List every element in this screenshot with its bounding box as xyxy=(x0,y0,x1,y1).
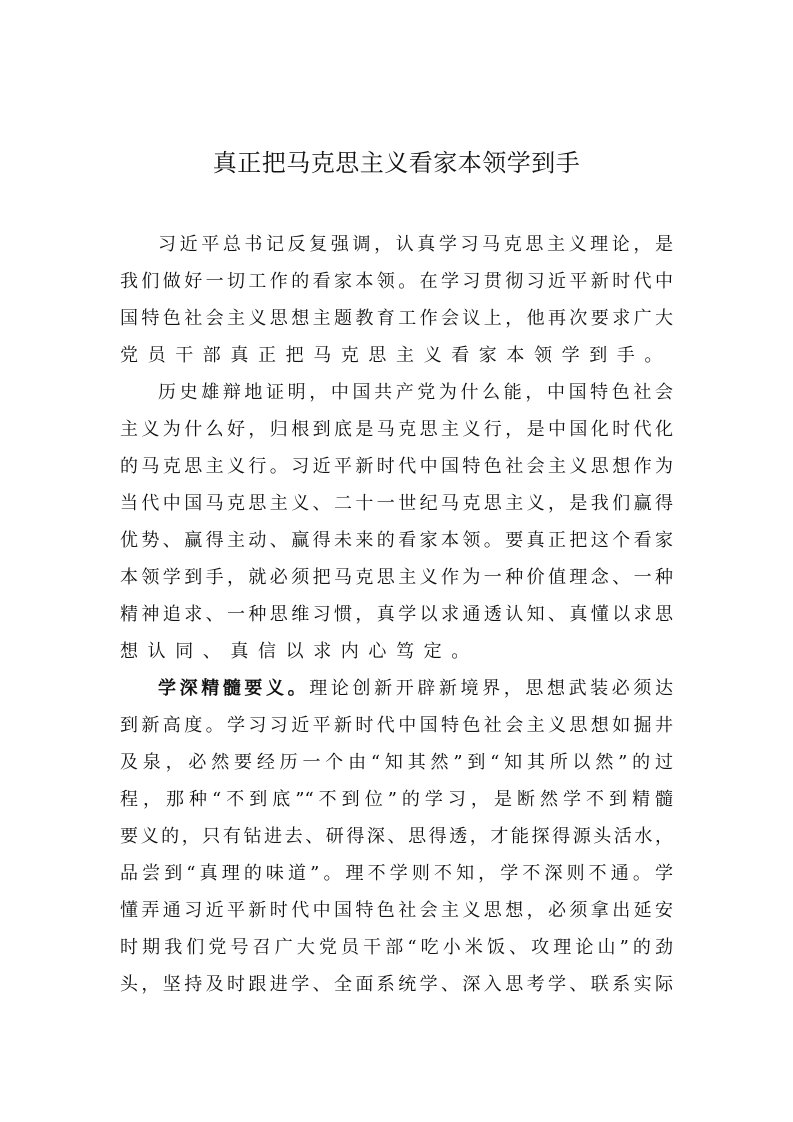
line-text: 的马克思主义行。习近平新时代中国特色社会主义思想作为 xyxy=(120,456,673,477)
paragraph-line xyxy=(120,670,673,707)
paragraph-line xyxy=(120,855,673,892)
paragraph-line xyxy=(120,892,673,929)
line-text: 品尝到“真理的味道”。理不学则不知，学不深则不通。学 xyxy=(120,863,673,884)
paragraph-line xyxy=(120,337,673,374)
paragraph-line xyxy=(120,522,673,559)
paragraph xyxy=(120,226,673,374)
line-text: 时期我们党号召广大党员干部“吃小米饭、攻理论山”的劲 xyxy=(120,937,673,958)
paragraph-line xyxy=(120,411,673,448)
document-title: 真正把马克思主义看家本领学到手 xyxy=(212,149,581,177)
paragraph-line xyxy=(120,966,673,1003)
line-text: 我们做好一切工作的看家本领。在学习贯彻习近平新时代中 xyxy=(120,271,673,292)
paragraph xyxy=(120,670,673,1003)
paragraph-line xyxy=(120,781,673,818)
line-text: 理论创新开辟新境界，思想武装必须达 xyxy=(309,678,674,699)
line-text: 想认同、真信以求内心笃定。 xyxy=(120,641,479,662)
paragraph-line xyxy=(120,633,673,670)
paragraph-line xyxy=(120,448,673,485)
paragraph-line xyxy=(120,744,673,781)
line-text: 国特色社会主义思想主题教育工作会议上，他再次要求广大 xyxy=(120,308,673,329)
line-text: 及泉，必然要经历一个由“知其然”到“知其所以然”的过 xyxy=(120,752,673,773)
section-lead-heading: 学深精髓要义。 xyxy=(158,678,310,699)
line-text: 主义为什么好，归根到底是马克思主义行，是中国化时代化 xyxy=(120,419,673,440)
line-text: 历史雄辩地证明，中国共产党为什么能，中国特色社会 xyxy=(158,382,673,403)
line-text: 头，坚持及时跟进学、全面系统学、深入思考学、联系实际 xyxy=(120,974,673,995)
paragraph-line xyxy=(120,226,673,263)
line-text: 懂弄通习近平新时代中国特色社会主义思想，必须拿出延安 xyxy=(120,900,673,921)
line-text: 程，那种“不到底”“不到位”的学习，是断然学不到精髓 xyxy=(120,789,673,810)
document-body xyxy=(120,226,673,1003)
line-text: 本领学到手，就必须把马克思主义作为一种价值理念、一种 xyxy=(120,567,673,588)
paragraph-line xyxy=(120,818,673,855)
paragraph-line xyxy=(120,300,673,337)
paragraph-line xyxy=(120,263,673,300)
line-text: 精神追求、一种思维习惯，真学以求通透认知、真懂以求思 xyxy=(120,604,673,625)
paragraph xyxy=(120,374,673,670)
line-text: 当代中国马克思主义、二十一世纪马克思主义，是我们赢得 xyxy=(120,493,673,514)
paragraph-line xyxy=(120,707,673,744)
line-text: 党员干部真正把马克思主义看家本领学到手。 xyxy=(120,345,672,366)
line-text: 要义的，只有钻进去、研得深、思得透，才能探得源头活水， xyxy=(120,826,673,847)
paragraph-line xyxy=(120,596,673,633)
paragraph-line xyxy=(120,929,673,966)
line-text: 习近平总书记反复强调，认真学习马克思主义理论，是 xyxy=(158,234,673,255)
paragraph-line xyxy=(120,559,673,596)
line-text: 到新高度。学习习近平新时代中国特色社会主义思想如掘井 xyxy=(120,715,673,736)
line-text: 优势、赢得主动、赢得未来的看家本领。要真正把这个看家 xyxy=(120,530,673,551)
paragraph-line xyxy=(120,374,673,411)
paragraph-line xyxy=(120,485,673,522)
